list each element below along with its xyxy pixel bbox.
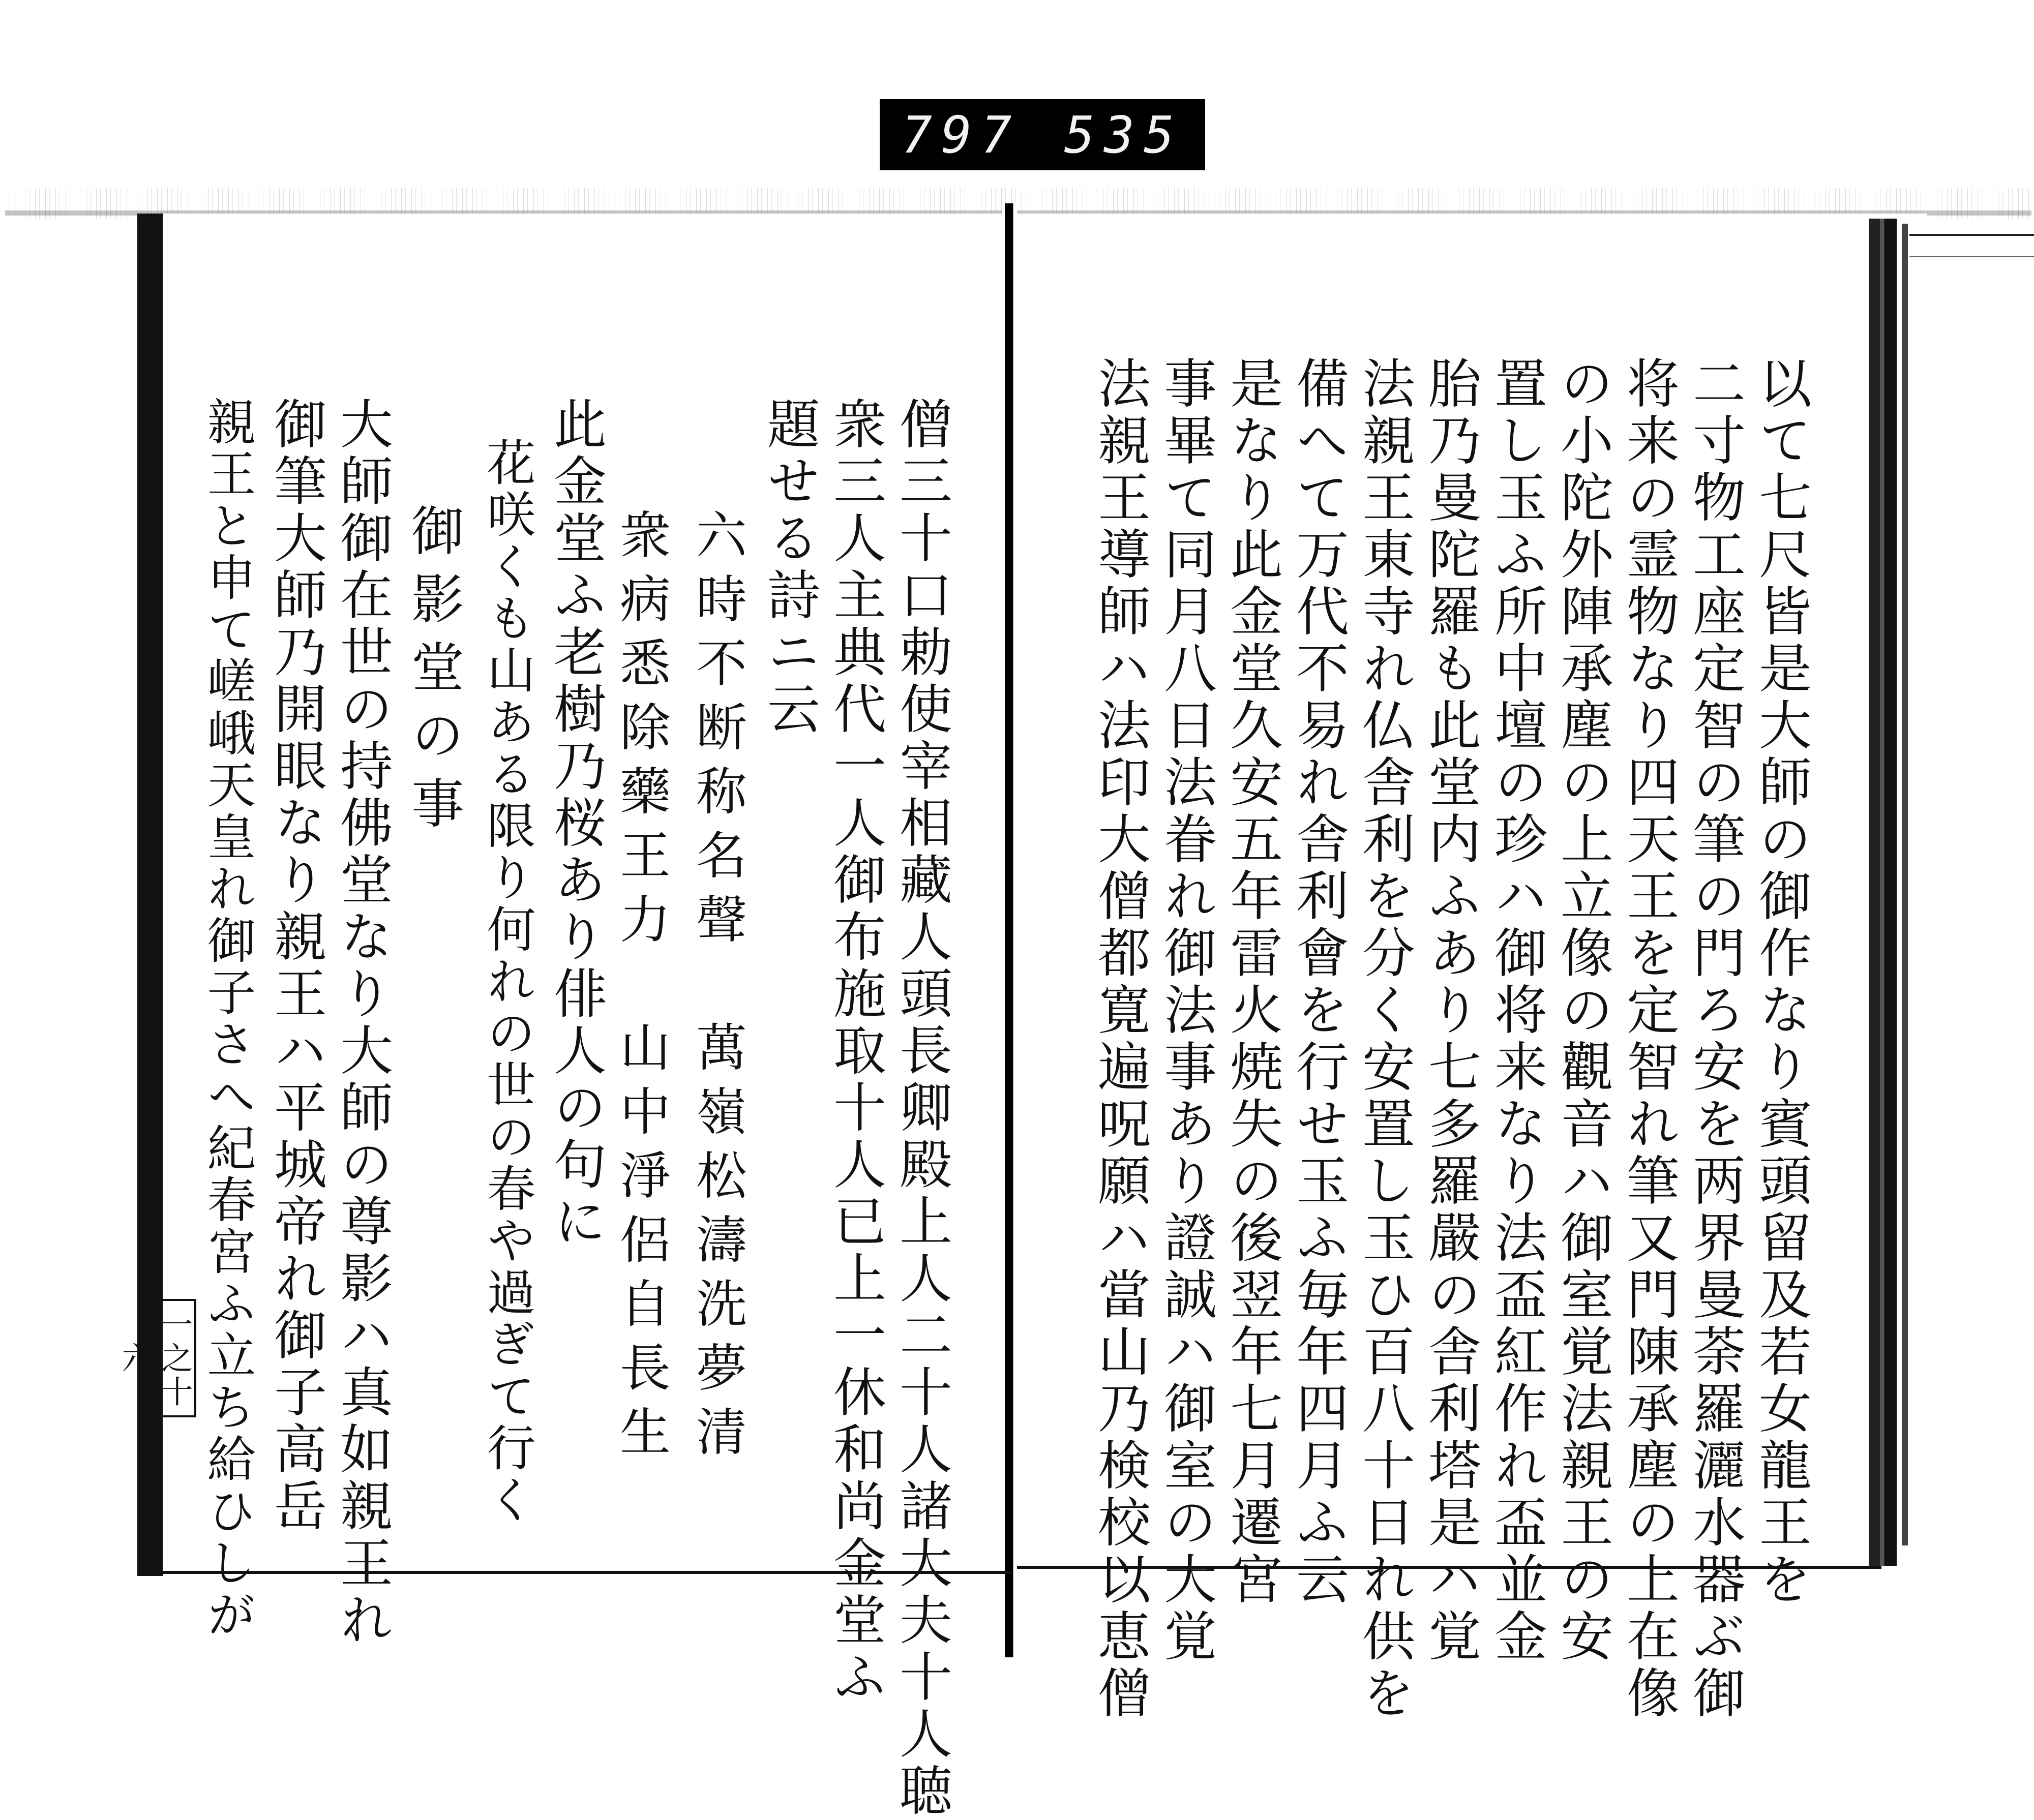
book-right-edge — [1869, 219, 1897, 1566]
right-page-column: 胎乃曼陀羅も此堂内ふあり七多羅嚴の舎利塔是ハ覚 — [1419, 356, 1481, 1665]
haiku-column: 花咲くも山ある限り何れの世の春や過ぎて行く — [479, 437, 536, 1526]
right-page-column: 事畢て同月八日法眷れ御法事あり證誠ハ御室の大覚 — [1155, 356, 1217, 1665]
call-number-label — [880, 99, 1205, 170]
left-page-column: 衆三人主典代一人御布施取十人已上一休和尚金堂ふ — [824, 397, 886, 1706]
right-page-column: 法親王東寺れ仏舎利を分く安置し玉ひ百八十日れ供を — [1353, 356, 1415, 1722]
right-page-column: 将来の霊物なり四天王を定智れ筆又門陳承塵の上在像 — [1618, 356, 1680, 1722]
left-page-column: 題せる詩ニ云 — [758, 397, 820, 738]
right-page-column: 是なり此金堂久安五年雷火焼失の後翌年七月遷宮 — [1221, 356, 1283, 1609]
book-gutter — [1002, 203, 1017, 1657]
book-page-stack — [1902, 224, 1908, 1545]
left-page-column: 此金堂ふ老樹乃桜あり俳人の句に — [545, 397, 607, 1251]
page-number: 一之十六 — [153, 1299, 196, 1417]
right-page-column: 備へて万代不易れ舎利會を行せ玉ふ毎年四月ふ云 — [1287, 356, 1349, 1609]
left-page-column: 大師御在世の持佛堂なり大師の尊影ハ真如親王れ — [331, 397, 393, 1649]
right-page-column: 二寸物工座定智の筆の門ろ安を两界曼荼羅灑水器ぶ御 — [1684, 356, 1746, 1722]
right-page-column: 置し玉ふ所中壇の珍ハ御将来なり法盃紅作れ盃並金 — [1485, 356, 1547, 1665]
left-page-column: 御筆大師乃開眼なり親王ハ平城帝れ御子高岳 — [265, 397, 327, 1535]
poem-line: 六時不断称名聲 萬嶺松濤洗夢清 — [687, 508, 747, 1469]
right-page-column: の小陀外陣承塵の上立像の觀音ハ御室覚法親王の安 — [1551, 356, 1613, 1665]
call-number-left: 797 — [901, 105, 1021, 165]
section-title: 御影堂の事 — [402, 503, 464, 844]
poem-line: 衆病悉除藥王力 山中淨侶自長生 — [611, 508, 671, 1469]
left-page-column: 親王と申て嵯峨天皇れ御子さへ紀春宮ふ立ち給ひしが — [199, 397, 256, 1641]
left-page-column: 僧三十口勅使宰相藏人頭長卿殿上人二十人諸大夫十人聴 — [890, 397, 952, 1820]
right-page-column: 以て七尺皆是大師の御作なり賓頭留及若女龍王を — [1750, 356, 1812, 1609]
scan-right-fringe — [1909, 234, 2034, 257]
right-page-column: 法親王導師ハ法印大僧都寛遍呪願ハ當山乃検校以恵僧 — [1089, 356, 1151, 1722]
call-number-right: 535 — [1064, 105, 1184, 165]
